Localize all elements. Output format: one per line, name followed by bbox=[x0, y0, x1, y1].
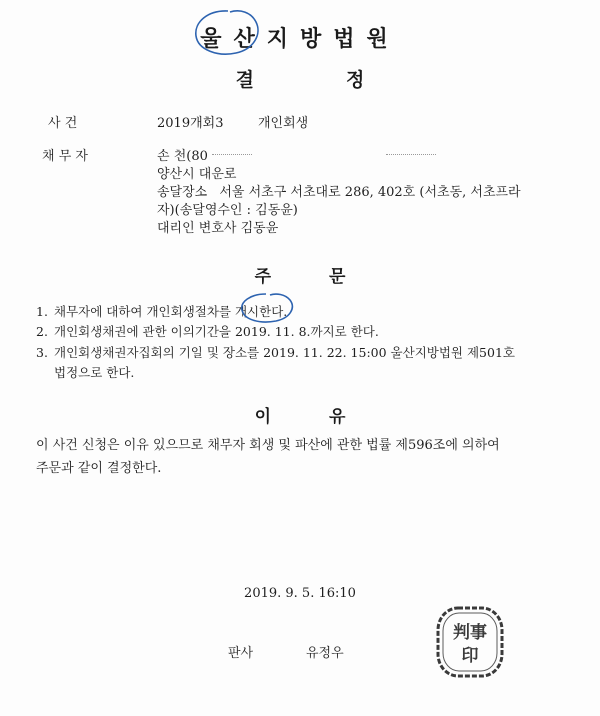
order-item: 3. 개인회생채권자집회의 기일 및 장소를 2019. 11. 22. 15:00 울산지방법원 제501호 bbox=[36, 345, 515, 360]
redaction-mark bbox=[386, 154, 436, 159]
svg-text:判事: 判事 bbox=[453, 623, 487, 643]
judge-title: 판사 bbox=[228, 646, 254, 661]
order-heading bbox=[0, 262, 600, 287]
reason-heading bbox=[0, 402, 600, 427]
doc-type-right: 정 bbox=[346, 69, 365, 91]
judge-signature-line bbox=[228, 642, 344, 661]
debtor-agent: 대리인 변호사 김동윤 bbox=[157, 221, 279, 236]
doc-type-left: 결 bbox=[235, 69, 254, 91]
reason-text-line-2: 주문과 같이 결정한다. bbox=[36, 461, 162, 476]
judge-seal-stamp bbox=[434, 604, 506, 680]
svg-text:印: 印 bbox=[461, 646, 479, 666]
delivery-address-1: 서울 서초구 서초대로 286, 402호 (서초동, 서초프라 bbox=[219, 185, 521, 200]
delivery-line-1 bbox=[157, 181, 521, 200]
reason-text-line-1: 이 사건 신청은 이유 있으므로 채무자 회생 및 파산에 관한 법률 제596조에 의하여 bbox=[36, 438, 500, 453]
order-item: 2. 개인회생채권에 관한 이의기간을 2019. 11. 8.까지로 한다. bbox=[36, 324, 379, 339]
case-label: 사 건 bbox=[48, 116, 78, 131]
case-number: 2019개회3 bbox=[157, 116, 224, 131]
redaction-mark bbox=[212, 154, 252, 159]
reason-heading-right: 유 bbox=[329, 407, 346, 427]
delivery-label: 송달장소 bbox=[157, 185, 208, 200]
order-heading-right: 문 bbox=[329, 267, 346, 287]
decision-date: 2019. 9. 5. 16:10 bbox=[244, 586, 356, 601]
document-type-title bbox=[0, 65, 600, 92]
court-name: 울산지방법원 bbox=[200, 27, 400, 52]
order-item-continuation: 법정으로 한다. bbox=[54, 365, 135, 380]
case-type: 개인회생 bbox=[258, 116, 309, 131]
delivery-address-2: 자)(송달영수인 : 김동윤) bbox=[157, 203, 298, 218]
order-item: 1. 채무자에 대하여 개인회생절차를 개시한다. bbox=[36, 304, 288, 319]
debtor-address: 양산시 대운로 bbox=[157, 167, 237, 182]
debtor-label: 채 무 자 bbox=[42, 149, 88, 164]
debtor-name bbox=[157, 145, 436, 164]
debtor-name-text: 손 천(80 bbox=[157, 149, 208, 164]
judge-name: 유정우 bbox=[306, 646, 344, 661]
order-heading-left: 주 bbox=[254, 267, 271, 287]
reason-heading-left: 이 bbox=[254, 407, 271, 427]
